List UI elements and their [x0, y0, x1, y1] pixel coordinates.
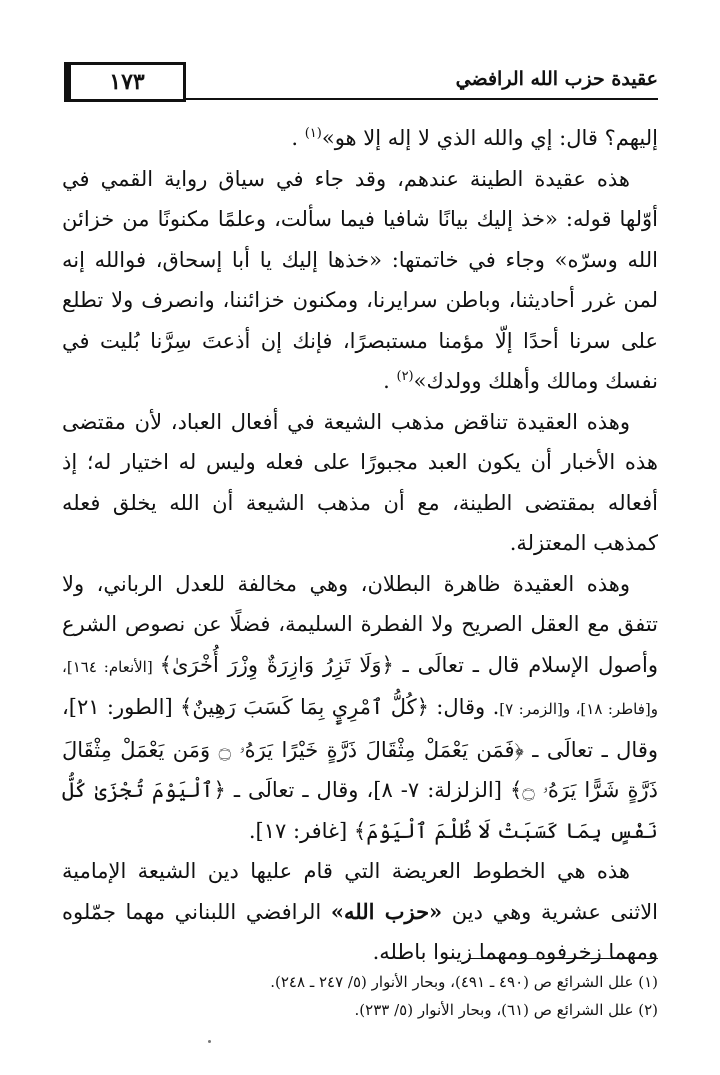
running-title: عقيدة حزب الله الرافضي: [455, 68, 658, 90]
footnotes: [62, 968, 658, 1024]
footnote-1: (١) علل الشرائع ص (٤٩٠ ـ ٤٩١)، وبحار الأنوار (٥/ ٢٤٧ ـ ٢٤٨).: [270, 973, 658, 991]
scan-speck: [208, 1040, 211, 1043]
paragraph-2-text: هذه عقيدة الطينة عندهم، وقد جاء في سياق رواية القمي في أوّلها قوله: «خذ إليك بيانًا شافيا فيما سألت، وعلمًا مكنونًا من خزائن الله وسرّه» وجاء في خاتمتها: «خذها إليك يا أبا إسحاق، فوالله إنه لمن غرر أحاديثنا، وباطن سرايرنا، ومكنون خزائننا، وانصرف ولا تطلع على سرنا أحدًا إلّا مؤمنا مستبصرًا، فإنك إن أذعتَ سِرَّنا بُليت في نفسك ومالك وأهلك وولدك»: [62, 166, 658, 393]
main-text: [62, 118, 658, 973]
paragraph-5-text-b: الرافضي اللبناني مهما جمّلوه ومهما زخرفوه ومهما زينوا باطله.: [62, 899, 658, 964]
quran-verse-4: ﴿ٱلْيَوْمَ تُجْزَىٰ كُلُّ نَفْسٍ بِمَا كَسَبَتْ لَا ظُلْمَ ٱلْيَوْمَ﴾: [62, 778, 658, 843]
paragraph-4-text-d: وقال ـ تعالَى ـ: [225, 778, 367, 802]
paragraph-1-end: .: [291, 126, 305, 150]
paragraph-3-text: وهذه العقيدة تناقض مذهب الشيعة في أفعال العباد، لأن مقتضى هذه الأخبار أن يكون العبد مجبورًا على فعله وليس له اختيار له؛ إذ أفعاله بمقتضى الطينة، مع أن مذهب الشيعة أن الله يخلق فعله كمذهب المعتزلة.: [62, 409, 658, 555]
footnote-separator: [468, 958, 658, 959]
paragraph-4-text-a: وهذه العقيدة ظاهرة البطلان، وهي مخالفة للعدل الرباني، ولا تتفق مع العقل الصريح ولا الفطرة السليمة، فضلًا عن نصوص الشرع وأصول الإسلام قال ـ تعالَى ـ: [62, 571, 658, 677]
page-header: [58, 62, 658, 110]
paragraph-2-end: .: [383, 369, 397, 393]
verse-ref-4: [غافر: ١٧].: [248, 818, 354, 843]
footnote-ref-1[interactable]: (١): [304, 126, 322, 141]
page-number: ١٧٣: [109, 69, 145, 95]
footnote-ref-2[interactable]: (٢): [396, 369, 414, 384]
page-number-box: [64, 62, 186, 102]
verse-ref-3: [الزلزلة: ٧- ٨]،: [366, 778, 510, 802]
paragraph-2: [62, 159, 658, 402]
quran-verse-3: ﴿فَمَن يَعْمَلْ مِثْقَالَ ذَرَّةٍ خَيْرًا يَرَهُۥ ۝ وَمَن يَعْمَلْ مِثْقَالَ ذَرَّةٍ شَرًّا يَرَهُۥ ۝﴾: [62, 737, 658, 802]
paragraph-5: [62, 851, 658, 973]
footnote-2: (٢) علل الشرائع ص (٦١)، وبحار الأنوار (٥/ ٢٣٣).: [354, 1001, 658, 1019]
header-rule: [186, 98, 658, 100]
paragraph-3: [62, 402, 658, 564]
paragraph-4-text-b: . وقال:: [428, 695, 500, 719]
paragraph-4-text-c: وقال ـ تعالَى ـ: [523, 737, 659, 762]
paragraph-4: [62, 564, 658, 852]
quran-verse-2: ﴿كُلُّ ٱمْرِيٍٕ بِمَا كَسَبَ رَهِينٌ﴾: [180, 695, 429, 719]
verse-ref-1: [الأنعام: ١٦٤]، و[فاطر: ١٨]، و[الزمر: ٧]: [62, 657, 658, 718]
paragraph-1: [62, 118, 658, 159]
paragraph-5-text-a: هذه هي الخطوط العريضة التي قام عليها دين الشيعة الإمامية الاثنى عشرية وهي دين: [62, 859, 659, 924]
verse-ref-2: [الطور: ٢١]،: [62, 695, 181, 719]
hizbullah-term: «حزب الله»: [330, 898, 443, 924]
quran-verse-1: ﴿وَلَا تَزِرُ وَازِرَةٌ وِزْرَ أُخْرَىٰ﴾: [159, 652, 394, 677]
paragraph-1-text: إليهم؟ قال: إي والله الذي لا إله إلا هو»: [321, 126, 658, 150]
